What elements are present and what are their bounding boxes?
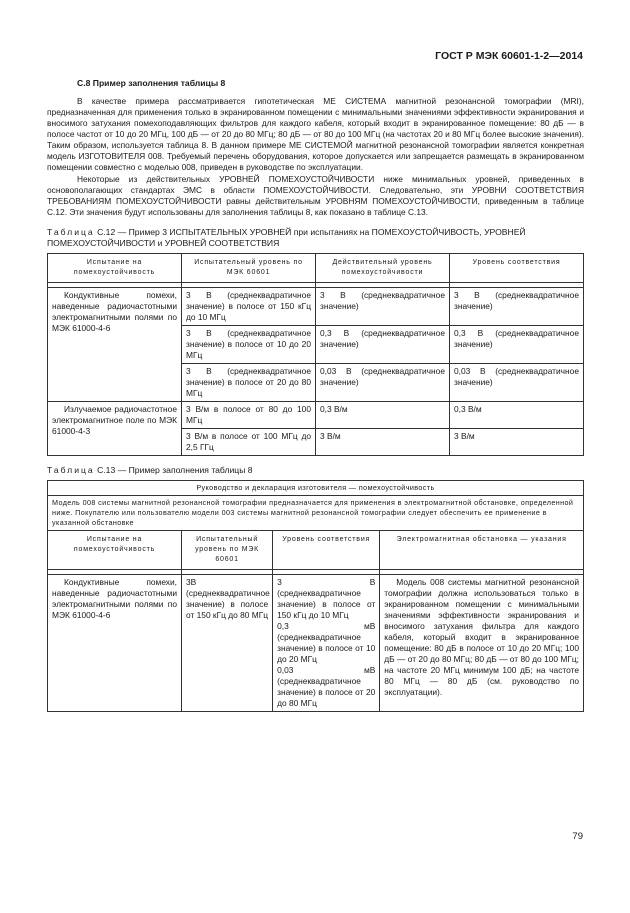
test-cell: Кондуктивные помехи, наведенные радиочастотными электромагнитными полями по МЭК 61000-4-6 <box>48 575 182 712</box>
table-cell: 3 В (среднеквадратичное значение) <box>450 288 584 326</box>
table-c12 <box>47 253 584 456</box>
column-header: Электромагнитная обстановка — указания <box>380 531 584 570</box>
column-header: Испытание на помехоустойчивость <box>48 254 182 283</box>
page-content <box>47 78 584 712</box>
column-header: Испытательный уровень по МЭК 60601 <box>182 531 273 570</box>
column-header: Испытание на помехоустойчивость <box>48 531 182 570</box>
table-intro: Модель 008 системы магнитной резонансной томографии предназначается для применения в электромагнитной обстановке, определенной ниже. Покупателю или пользователю модели 003 системы магнитной резонансной томографии следует обеспечить ее применение в указанной обстановке <box>48 496 584 531</box>
table-cell: 3 В/м в полосе от 100 МГц до 2,5 ГГц <box>182 429 316 456</box>
compliance-line: 0,03 мВ (среднеквадратичное значение) в полосе от 20 до 80 МГц <box>277 665 376 708</box>
test-cell: Излучаемое радиочастотное электромагнитное поле по МЭК 61000-4-3 <box>48 402 182 456</box>
column-header: Испытательный уровень по МЭК 60601 <box>182 254 316 283</box>
table-cell: 0,3 В/м <box>450 402 584 429</box>
table-header-row <box>48 531 584 570</box>
compliance-cell <box>273 575 380 712</box>
table-cell: 0,03 В (среднеквадратичное значение) <box>316 364 450 402</box>
table-cell: 3 В (среднеквадратичное значение) в полосе от 20 до 80 МГц <box>182 364 316 402</box>
table-cell: 3 В/м в полосе от 80 до 100 МГц <box>182 402 316 429</box>
table-cell: 0,3 В (среднеквадратичное значение) <box>316 326 450 364</box>
table-c13-caption: Таблица С.13 — Пример заполнения таблицы 8 <box>47 465 253 475</box>
table-row <box>48 575 584 712</box>
paragraph: Некоторые из действительных УРОВНЕЙ ПОМЕХОУСТОЙЧИВОСТИ ниже минимальных уровней, приведенных в основополагающих стандартах ЭМС в области ПОМЕХОУСТОЙЧИВОСТИ. Следовательно, эти УРОВНИ СООТВЕТСТВИЯ ТРЕБОВАНИЯМ ПОМЕХОУСТОЙЧИВОСТИ равны действительным УРОВНЯМ ПОМЕХОУСТОЙЧИВОСТИ, приведенным в таблице С.12. Эти значения будут использованы для заполнения таблицы 8, как показано в таблице С.13. <box>47 174 584 217</box>
paragraph: В качестве примера рассматривается гипотетическая МЕ СИСТЕМА магнитной резонансной томографии (MRI), предназначенная для применения только в экранированном помещении с минимальными значениями эффективности экранирования и вносимого затухания помехоподавляющих фильтров для каждого кабеля, который входит в экранированное помещение: 80 дБ — в полосе частот от 10 до 20 МГц, 100 дБ — от 20 до 80 МГц; 80 дБ — от 80 до 100 МГц (на частотах 20 и 80 МГц более высокие значения). Таким образом, используется таблица 8. В данном примере МЕ СИСТЕМОЙ магнитной резонансной томографии является конкретная модель ИЗГОТОВИТЕЛЯ 008. Требуемый перечень оборудования, которое допускается или запрещается размещать в экранированном помещении совместно с моделью 008, приведен в руководстве по эксплуатации. <box>47 96 584 172</box>
document-header: ГОСТ Р МЭК 60601-1-2—2014 <box>435 50 583 62</box>
guidance-cell: Модель 008 системы магнитной резонансной томографии должна использоваться только в экранированном помещении с минимальными значениями эффективности экранирования и вносимого затухания фильтра для каждого кабеля, который входит в экранированное помещение: 80 дБ в полосе от 10 до 20 МГц; 100 дБ — от 20 до 80 МГц; 80 дБ — от 80 до 100 МГц; на частоте 20 МГц минимум 100 дБ; на частоте 80 МГц — 80 дБ (см. руководство по эксплуатации). <box>380 575 584 712</box>
column-header: Действительный уровень помехоустойчивости <box>316 254 450 283</box>
table-cell: 3 В/м <box>316 429 450 456</box>
table-header-row <box>48 254 584 283</box>
compliance-line: 0,3 мВ (среднеквадратичное значение) в полосе от 10 до 20 МГц <box>277 621 376 664</box>
table-cell: 3В (среднеквадратичное значение) в полосе от 150 кГц до 80 МГц <box>182 575 273 712</box>
table-c13 <box>47 480 584 712</box>
table-cell: 3 В (среднеквадратичное значение) <box>316 288 450 326</box>
table-row <box>48 288 584 326</box>
table-cell: 3 В (среднеквадратичное значение) в полосе от 150 кГц до 10 МГц <box>182 288 316 326</box>
section-title: С.8 Пример заполнения таблицы 8 <box>77 78 226 88</box>
table-title: Руководство и декларация изготовителя — помехоустойчивость <box>48 481 584 496</box>
table-cell: 3 В/м <box>450 429 584 456</box>
page-number: 79 <box>572 831 583 842</box>
table-c12-caption: Таблица С.12 — Пример 3 ИСПЫТАТЕЛЬНЫХ УРОВНЕЙ при испытаниях на ПОМЕХОУСТОЙЧИВОСТЬ, УРОВНЕЙ ПОМЕХОУСТОЙЧИВОСТИ и УРОВНЕЙ СООТВЕТСТВИЯ <box>47 227 526 248</box>
column-header: Уровень соответствия <box>450 254 584 283</box>
compliance-line: 3 В (среднеквадратичное значение) в полосе от 150 кГц до 10 МГц <box>277 577 376 620</box>
column-header: Уровень соответствия <box>273 531 380 570</box>
table-row <box>48 402 584 429</box>
test-cell: Кондуктивные помехи, наведенные радиочастотными электромагнитными полями по МЭК 61000-4-6 <box>48 288 182 402</box>
table-cell: 0,03 В (среднеквадратичное значение) <box>450 364 584 402</box>
table-cell: 0,3 В (среднеквадратичное значение) <box>450 326 584 364</box>
table-cell: 3 В (среднеквадратичное значение) в полосе от 10 до 20 МГц <box>182 326 316 364</box>
table-cell: 0,3 В/м <box>316 402 450 429</box>
